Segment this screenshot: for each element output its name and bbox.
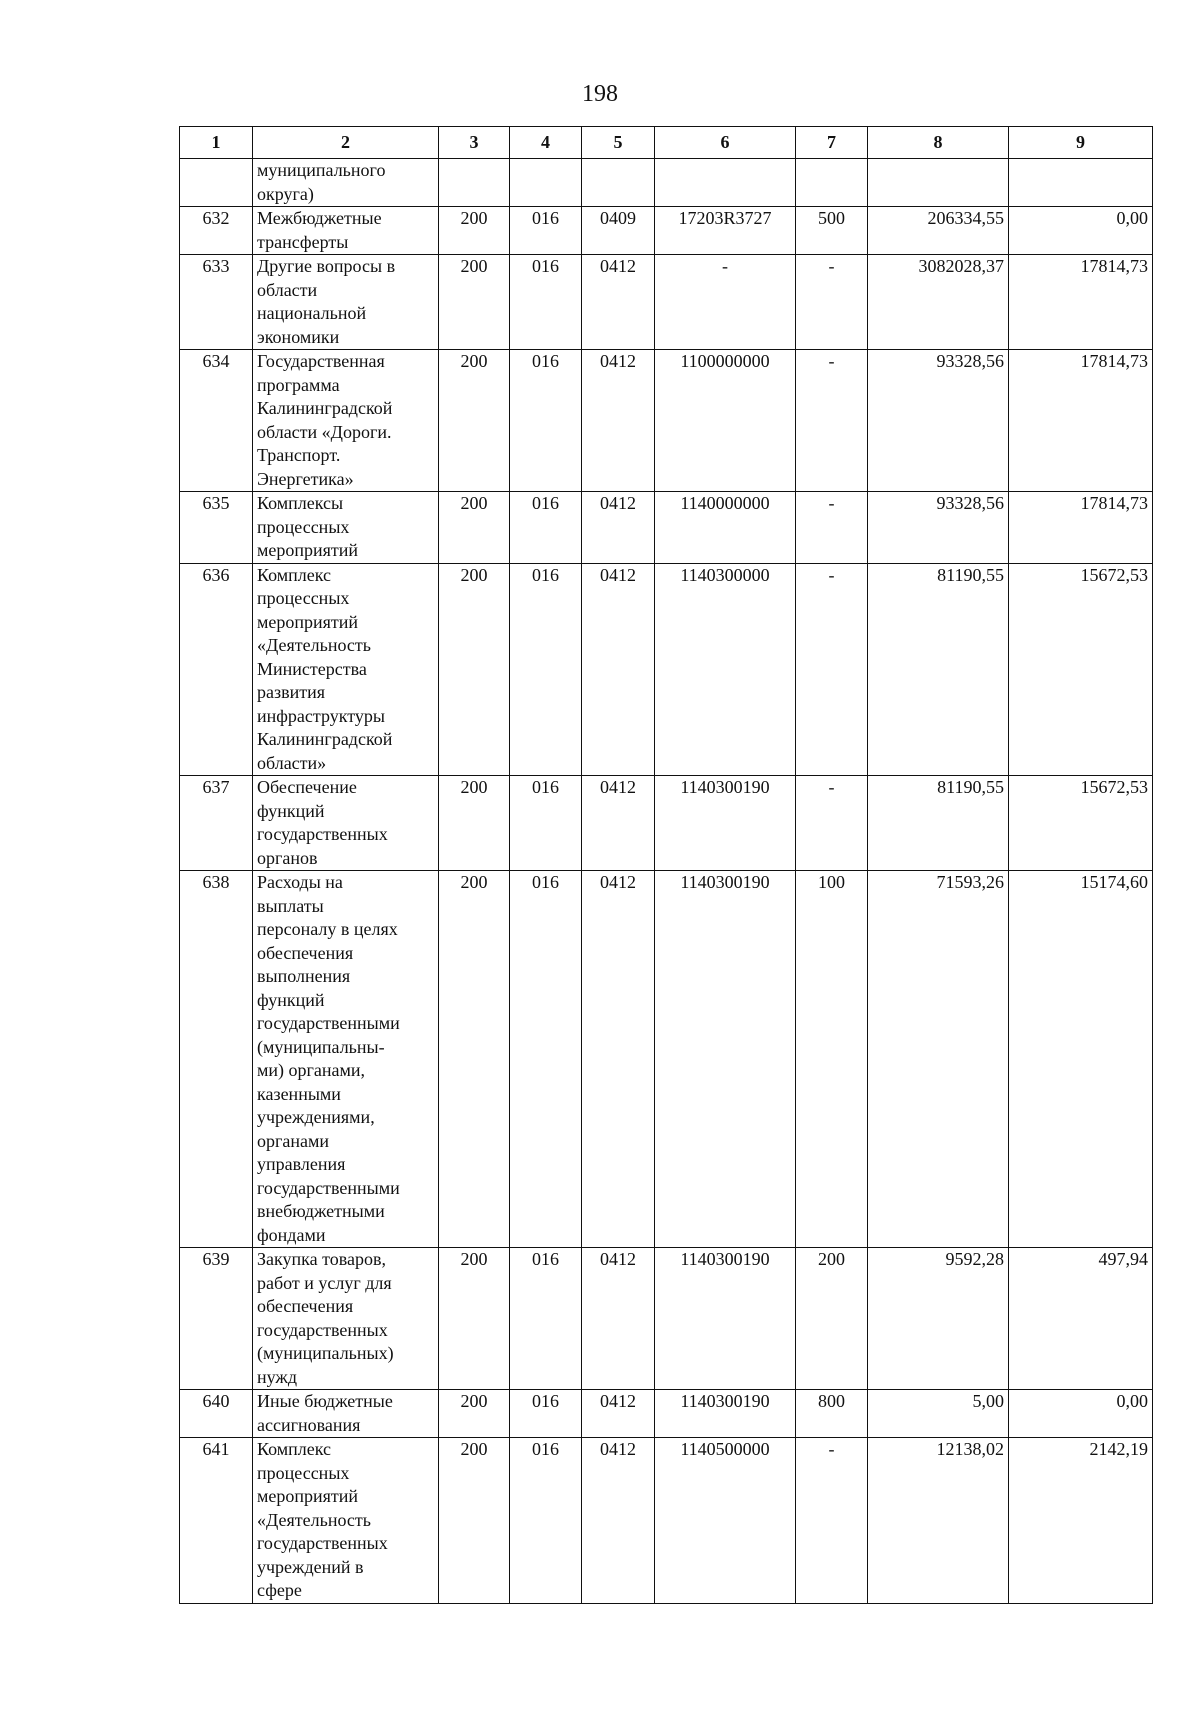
- ministry-code-cell: 200: [439, 1438, 510, 1604]
- amount-cell: [868, 159, 1009, 207]
- row-name-cell: [253, 1248, 439, 1390]
- name-line: инфраструктуры: [257, 705, 385, 726]
- name-line: государственных: [257, 1319, 388, 1340]
- name-line: выполнения: [257, 966, 351, 986]
- name-line: фондами: [257, 1224, 326, 1245]
- amount-cell: 15174,60: [1009, 871, 1153, 1248]
- name-line: государственных: [257, 1533, 388, 1553]
- name-line: Транспорт.: [257, 445, 341, 465]
- amount-cell: 206334,55: [868, 207, 1009, 255]
- row-name-cell: [253, 776, 439, 871]
- name-line: процессных: [257, 588, 350, 608]
- row-name-cell: [253, 563, 439, 776]
- name-line: Расходы на: [257, 872, 343, 892]
- column-header-row: [180, 127, 1153, 159]
- expense-type-cell: -: [796, 776, 868, 871]
- row-name-cell: [253, 1390, 439, 1438]
- expense-type-cell: 800: [796, 1390, 868, 1438]
- amount-cell: 0,00: [1009, 207, 1153, 255]
- department-code-cell: 016: [510, 492, 582, 564]
- name-line: (муниципальны-: [257, 1036, 385, 1057]
- ministry-code-cell: 200: [439, 563, 510, 776]
- row-name-cell: [253, 350, 439, 492]
- expense-type-cell: -: [796, 255, 868, 350]
- name-line: учреждениями,: [257, 1107, 375, 1127]
- name-line: государственных: [257, 824, 388, 844]
- name-line: области»: [257, 752, 327, 773]
- row-number-cell: 636: [180, 563, 253, 776]
- amount-cell: 2142,19: [1009, 1438, 1153, 1604]
- ministry-code-cell: 200: [439, 1390, 510, 1438]
- table-row: [180, 563, 1153, 776]
- name-line: государственными: [257, 1177, 400, 1198]
- target-article-cell: 1100000000: [655, 350, 796, 492]
- budget-table: [179, 126, 1153, 1604]
- amount-cell: 93328,56: [868, 492, 1009, 564]
- name-line: «Деятельность: [257, 635, 371, 655]
- amount-cell: 81190,55: [868, 563, 1009, 776]
- department-code-cell: 016: [510, 1390, 582, 1438]
- table-row: [180, 1390, 1153, 1438]
- ministry-code-cell: 200: [439, 1248, 510, 1390]
- row-name-cell: [253, 255, 439, 350]
- column-header: 8: [868, 127, 1009, 159]
- name-line: нужд: [257, 1366, 297, 1387]
- name-line: обеспечения: [257, 1296, 354, 1316]
- name-line: ми) органами,: [257, 1060, 366, 1080]
- row-number-cell: [180, 159, 253, 207]
- section-code-cell: 0412: [582, 1390, 655, 1438]
- amount-cell: 497,94: [1009, 1248, 1153, 1390]
- target-article-cell: 17203R3727: [655, 207, 796, 255]
- row-number-cell: 635: [180, 492, 253, 564]
- row-number-cell: 640: [180, 1390, 253, 1438]
- table-row: [180, 207, 1153, 255]
- department-code-cell: 016: [510, 871, 582, 1248]
- table-row: [180, 871, 1153, 1248]
- section-code-cell: 0409: [582, 207, 655, 255]
- name-line: государственными: [257, 1013, 400, 1033]
- target-article-cell: [655, 159, 796, 207]
- amount-cell: 9592,28: [868, 1248, 1009, 1390]
- name-line: программа: [257, 374, 340, 395]
- table-body: [180, 127, 1153, 1604]
- section-code-cell: 0412: [582, 1438, 655, 1604]
- name-line: работ и услуг для: [257, 1272, 392, 1293]
- target-article-cell: 1140000000: [655, 492, 796, 564]
- name-line: ассигнования: [257, 1414, 361, 1435]
- row-number-cell: 639: [180, 1248, 253, 1390]
- amount-cell: 17814,73: [1009, 350, 1153, 492]
- name-line: Межбюджетные: [257, 208, 382, 228]
- name-line: функций: [257, 989, 325, 1010]
- name-line: Энергетика»: [257, 468, 354, 489]
- amount-cell: 71593,26: [868, 871, 1009, 1248]
- amount-cell: 0,00: [1009, 1390, 1153, 1438]
- name-line: экономики: [257, 326, 340, 347]
- amount-cell: 12138,02: [868, 1438, 1009, 1604]
- name-line: области «Дороги.: [257, 421, 392, 442]
- section-code-cell: 0412: [582, 350, 655, 492]
- amount-cell: 93328,56: [868, 350, 1009, 492]
- expense-type-cell: 100: [796, 871, 868, 1248]
- name-line: функций: [257, 800, 325, 821]
- ministry-code-cell: 200: [439, 207, 510, 255]
- amount-cell: 3082028,37: [868, 255, 1009, 350]
- column-header: 2: [253, 127, 439, 159]
- name-line: выплаты: [257, 895, 324, 916]
- target-article-cell: 1140300000: [655, 563, 796, 776]
- department-code-cell: 016: [510, 1248, 582, 1390]
- section-code-cell: 0412: [582, 563, 655, 776]
- section-code-cell: [582, 159, 655, 207]
- table-row: [180, 492, 1153, 564]
- section-code-cell: 0412: [582, 776, 655, 871]
- ministry-code-cell: 200: [439, 492, 510, 564]
- expense-type-cell: -: [796, 350, 868, 492]
- name-line: Калининградской: [257, 729, 393, 749]
- table-row: [180, 1248, 1153, 1390]
- ministry-code-cell: 200: [439, 776, 510, 871]
- section-code-cell: 0412: [582, 871, 655, 1248]
- name-line: мероприятий: [257, 611, 359, 632]
- page-number: 198: [582, 81, 618, 107]
- column-header: 3: [439, 127, 510, 159]
- name-line: национальной: [257, 303, 367, 323]
- row-name-cell: [253, 871, 439, 1248]
- name-line: Комплекс: [257, 1439, 332, 1459]
- target-article-cell: -: [655, 255, 796, 350]
- name-line: учреждений в: [257, 1556, 364, 1577]
- name-line: Комплексы: [257, 493, 344, 513]
- column-header: 1: [180, 127, 253, 159]
- name-line: муниципального: [257, 160, 386, 180]
- name-line: процессных: [257, 1462, 350, 1483]
- section-code-cell: 0412: [582, 255, 655, 350]
- expense-type-cell: [796, 159, 868, 207]
- name-line: сфере: [257, 1580, 302, 1600]
- table-row: [180, 255, 1153, 350]
- column-header: 4: [510, 127, 582, 159]
- expense-type-cell: -: [796, 1438, 868, 1604]
- expense-type-cell: -: [796, 492, 868, 564]
- section-code-cell: 0412: [582, 492, 655, 564]
- department-code-cell: 016: [510, 563, 582, 776]
- name-line: Закупка товаров,: [257, 1249, 386, 1269]
- row-name-cell: [253, 159, 439, 207]
- name-line: Министерства: [257, 658, 367, 679]
- amount-cell: 15672,53: [1009, 563, 1153, 776]
- ministry-code-cell: [439, 159, 510, 207]
- target-article-cell: 1140300190: [655, 1390, 796, 1438]
- name-line: развития: [257, 682, 326, 702]
- row-number-cell: 637: [180, 776, 253, 871]
- name-line: Государственная: [257, 351, 385, 371]
- name-line: области: [257, 279, 318, 300]
- target-article-cell: 1140300190: [655, 1248, 796, 1390]
- row-number-cell: 641: [180, 1438, 253, 1604]
- name-line: (муниципальных): [257, 1343, 394, 1363]
- name-line: Другие вопросы в: [257, 256, 396, 276]
- row-number-cell: 633: [180, 255, 253, 350]
- ministry-code-cell: 200: [439, 350, 510, 492]
- table-row: [180, 159, 1153, 207]
- expense-type-cell: 200: [796, 1248, 868, 1390]
- row-number-cell: 634: [180, 350, 253, 492]
- name-line: Калининградской: [257, 398, 393, 418]
- name-line: мероприятий: [257, 540, 359, 560]
- table-row: [180, 1438, 1153, 1604]
- name-line: процессных: [257, 516, 350, 537]
- amount-cell: 17814,73: [1009, 255, 1153, 350]
- department-code-cell: 016: [510, 207, 582, 255]
- row-name-cell: [253, 207, 439, 255]
- column-header: 9: [1009, 127, 1153, 159]
- department-code-cell: 016: [510, 350, 582, 492]
- expense-type-cell: 500: [796, 207, 868, 255]
- column-header: 6: [655, 127, 796, 159]
- department-code-cell: 016: [510, 255, 582, 350]
- row-name-cell: [253, 1438, 439, 1604]
- name-line: «Деятельность: [257, 1509, 371, 1530]
- expense-type-cell: -: [796, 563, 868, 776]
- amount-cell: 81190,55: [868, 776, 1009, 871]
- ministry-code-cell: 200: [439, 255, 510, 350]
- amount-cell: 15672,53: [1009, 776, 1153, 871]
- department-code-cell: 016: [510, 776, 582, 871]
- table-row: [180, 776, 1153, 871]
- name-line: мероприятий: [257, 1486, 359, 1506]
- department-code-cell: 016: [510, 1438, 582, 1604]
- target-article-cell: 1140300190: [655, 776, 796, 871]
- name-line: персоналу в целях: [257, 919, 398, 939]
- column-header: 5: [582, 127, 655, 159]
- name-line: округа): [257, 183, 314, 204]
- row-number-cell: 638: [180, 871, 253, 1248]
- row-number-cell: 632: [180, 207, 253, 255]
- name-line: трансферты: [257, 231, 349, 252]
- row-name-cell: [253, 492, 439, 564]
- name-line: Комплекс: [257, 564, 332, 585]
- amount-cell: [1009, 159, 1153, 207]
- ministry-code-cell: 200: [439, 871, 510, 1248]
- name-line: казенными: [257, 1083, 341, 1104]
- name-line: внебюджетными: [257, 1201, 385, 1221]
- table-row: [180, 350, 1153, 492]
- target-article-cell: 1140500000: [655, 1438, 796, 1604]
- section-code-cell: 0412: [582, 1248, 655, 1390]
- amount-cell: 17814,73: [1009, 492, 1153, 564]
- name-line: управления: [257, 1154, 346, 1174]
- target-article-cell: 1140300190: [655, 871, 796, 1248]
- amount-cell: 5,00: [868, 1390, 1009, 1438]
- department-code-cell: [510, 159, 582, 207]
- name-line: Обеспечение: [257, 777, 357, 797]
- column-header: 7: [796, 127, 868, 159]
- name-line: органами: [257, 1130, 330, 1151]
- name-line: Иные бюджетные: [257, 1391, 393, 1411]
- name-line: обеспечения: [257, 942, 354, 963]
- name-line: органов: [257, 847, 318, 868]
